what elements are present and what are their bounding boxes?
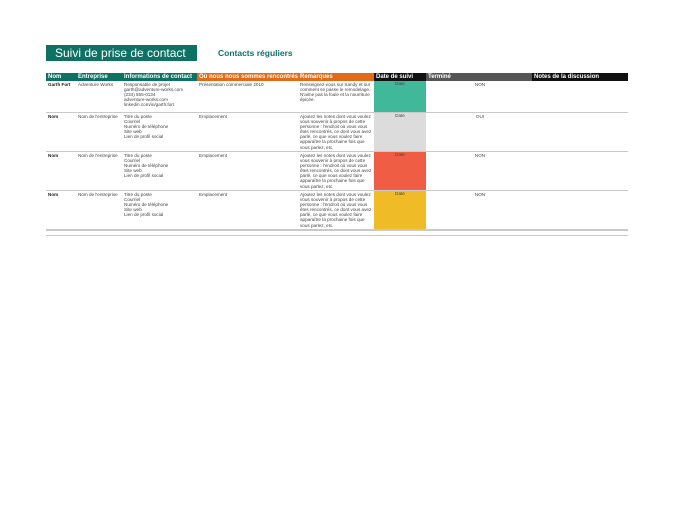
info-line: linkedin.com/in/garth.fort <box>124 102 175 108</box>
info-line: Titre du poste <box>124 114 152 119</box>
discussion-notes[interactable] <box>532 191 628 192</box>
info-line: Courriel <box>124 158 141 164</box>
info-line: Titre du poste <box>124 192 152 197</box>
company-name[interactable]: Nom de l'entreprise <box>78 192 118 197</box>
info-line: Lien de profil social <box>124 134 164 140</box>
info-line: Site web <box>124 168 142 174</box>
company-name[interactable]: Adventure Works <box>78 82 114 87</box>
remarks-text: Ajoutez les notes dont vous voulez vous souvenir à propos de cette personne : l'endroit où vous vous êtes rencontrés, ce dont vous avez parlé, ce que vous voulez faire apparaître la prochaine fois que vous parlez, etc. <box>300 153 372 189</box>
info-line: Numéro de téléphone <box>124 163 169 169</box>
remarks-text: Ajoutez les notes dont vous voulez vous souvenir à propos de cette personne : l'endroit où vous vous êtes rencontrés, ce dont vous avez parlé, ce que vous voulez faire apparaître la prochaine fois que vous parlez, etc. <box>300 192 372 228</box>
info-line: Lien de profil social <box>124 212 164 218</box>
table-row <box>46 113 628 152</box>
done-status[interactable]: NON <box>474 192 486 197</box>
followup-date[interactable]: Date <box>374 152 426 190</box>
remarks-text: Renseignez-vous sur Sandy et sur comment se passe le remodelage. N'aime pas la foule et la nourriture épicée. <box>300 82 371 103</box>
done-status[interactable]: NON <box>474 153 486 158</box>
contact-info[interactable] <box>122 191 197 217</box>
contact-info[interactable] <box>122 152 197 178</box>
divider <box>46 229 628 230</box>
table-row <box>46 81 628 113</box>
contact-name[interactable]: Nom <box>48 192 59 197</box>
done-status[interactable]: NON <box>474 82 486 87</box>
header-termine[interactable]: Terminé <box>426 73 532 81</box>
remarks-text: Ajoutez les notes dont vous voulez vous souvenir à propos de cette personne : l'endroit où vous vous êtes rencontrés, ce dont vous avez parlé, ce que vous voulez faire apparaître la prochaine fois que vous parlez, etc. <box>300 114 372 150</box>
info-line: Courriel <box>124 119 141 125</box>
info-line: Lien de profil social <box>124 173 164 179</box>
contact-name[interactable]: Nom <box>48 114 59 119</box>
table-row <box>46 191 628 231</box>
info-line: adventure-works.com <box>124 97 168 103</box>
contact-name[interactable]: Nom <box>48 153 59 158</box>
contact-name[interactable]: Garth Fort <box>48 82 71 87</box>
header-remarques[interactable]: Remarques <box>298 73 374 81</box>
info-line: Site web <box>124 129 142 135</box>
info-line: garth@adventure-works.com <box>124 87 184 93</box>
discussion-notes[interactable] <box>532 113 628 114</box>
meeting-place[interactable]: Emplacement <box>199 153 228 158</box>
remarks[interactable] <box>298 81 372 112</box>
followup-date[interactable]: Date <box>374 113 426 151</box>
info-line: Numéro de téléphone <box>124 202 169 208</box>
header-info[interactable]: Informations de contact <box>122 73 197 81</box>
followup-date[interactable]: Date <box>374 81 426 112</box>
contact-table <box>46 73 628 231</box>
table-header <box>46 73 628 81</box>
page-title: Suivi de prise de contact <box>46 45 197 61</box>
remarks[interactable] <box>298 191 372 230</box>
header-date[interactable]: Date de suivi <box>374 73 426 81</box>
contact-info[interactable] <box>122 81 197 107</box>
header-lieu[interactable]: Où nous nous sommes rencontrés <box>199 74 298 80</box>
info-line: Site web <box>124 207 142 213</box>
remarks[interactable] <box>298 113 372 151</box>
info-line: Numéro de téléphone <box>124 124 169 130</box>
contact-info[interactable] <box>122 113 197 139</box>
followup-date[interactable]: Date <box>374 191 426 230</box>
header-notes[interactable]: Notes de la discussion <box>532 73 628 81</box>
header-entreprise[interactable]: Entreprise <box>76 73 122 81</box>
discussion-notes[interactable] <box>532 152 628 153</box>
discussion-notes[interactable] <box>532 81 628 82</box>
done-status[interactable]: OUI <box>475 114 485 119</box>
divider <box>46 235 628 236</box>
header-nom[interactable]: Nom <box>46 73 76 81</box>
company-name[interactable]: Nom de l'entreprise <box>78 153 118 158</box>
info-line: Titre du poste <box>124 153 152 158</box>
info-line: (234) 555-0134 <box>124 92 156 98</box>
company-name[interactable]: Nom de l'entreprise <box>78 114 118 119</box>
meeting-place[interactable]: Présentation commerciale 2010 <box>199 82 264 87</box>
page-subtitle: Contacts réguliers <box>218 48 293 58</box>
info-line: Courriel <box>124 197 141 203</box>
meeting-place[interactable]: Emplacement <box>199 192 228 197</box>
remarks[interactable] <box>298 152 372 190</box>
table-row <box>46 152 628 191</box>
info-line: Responsable de projet <box>124 82 170 87</box>
meeting-place[interactable]: Emplacement <box>199 114 228 119</box>
